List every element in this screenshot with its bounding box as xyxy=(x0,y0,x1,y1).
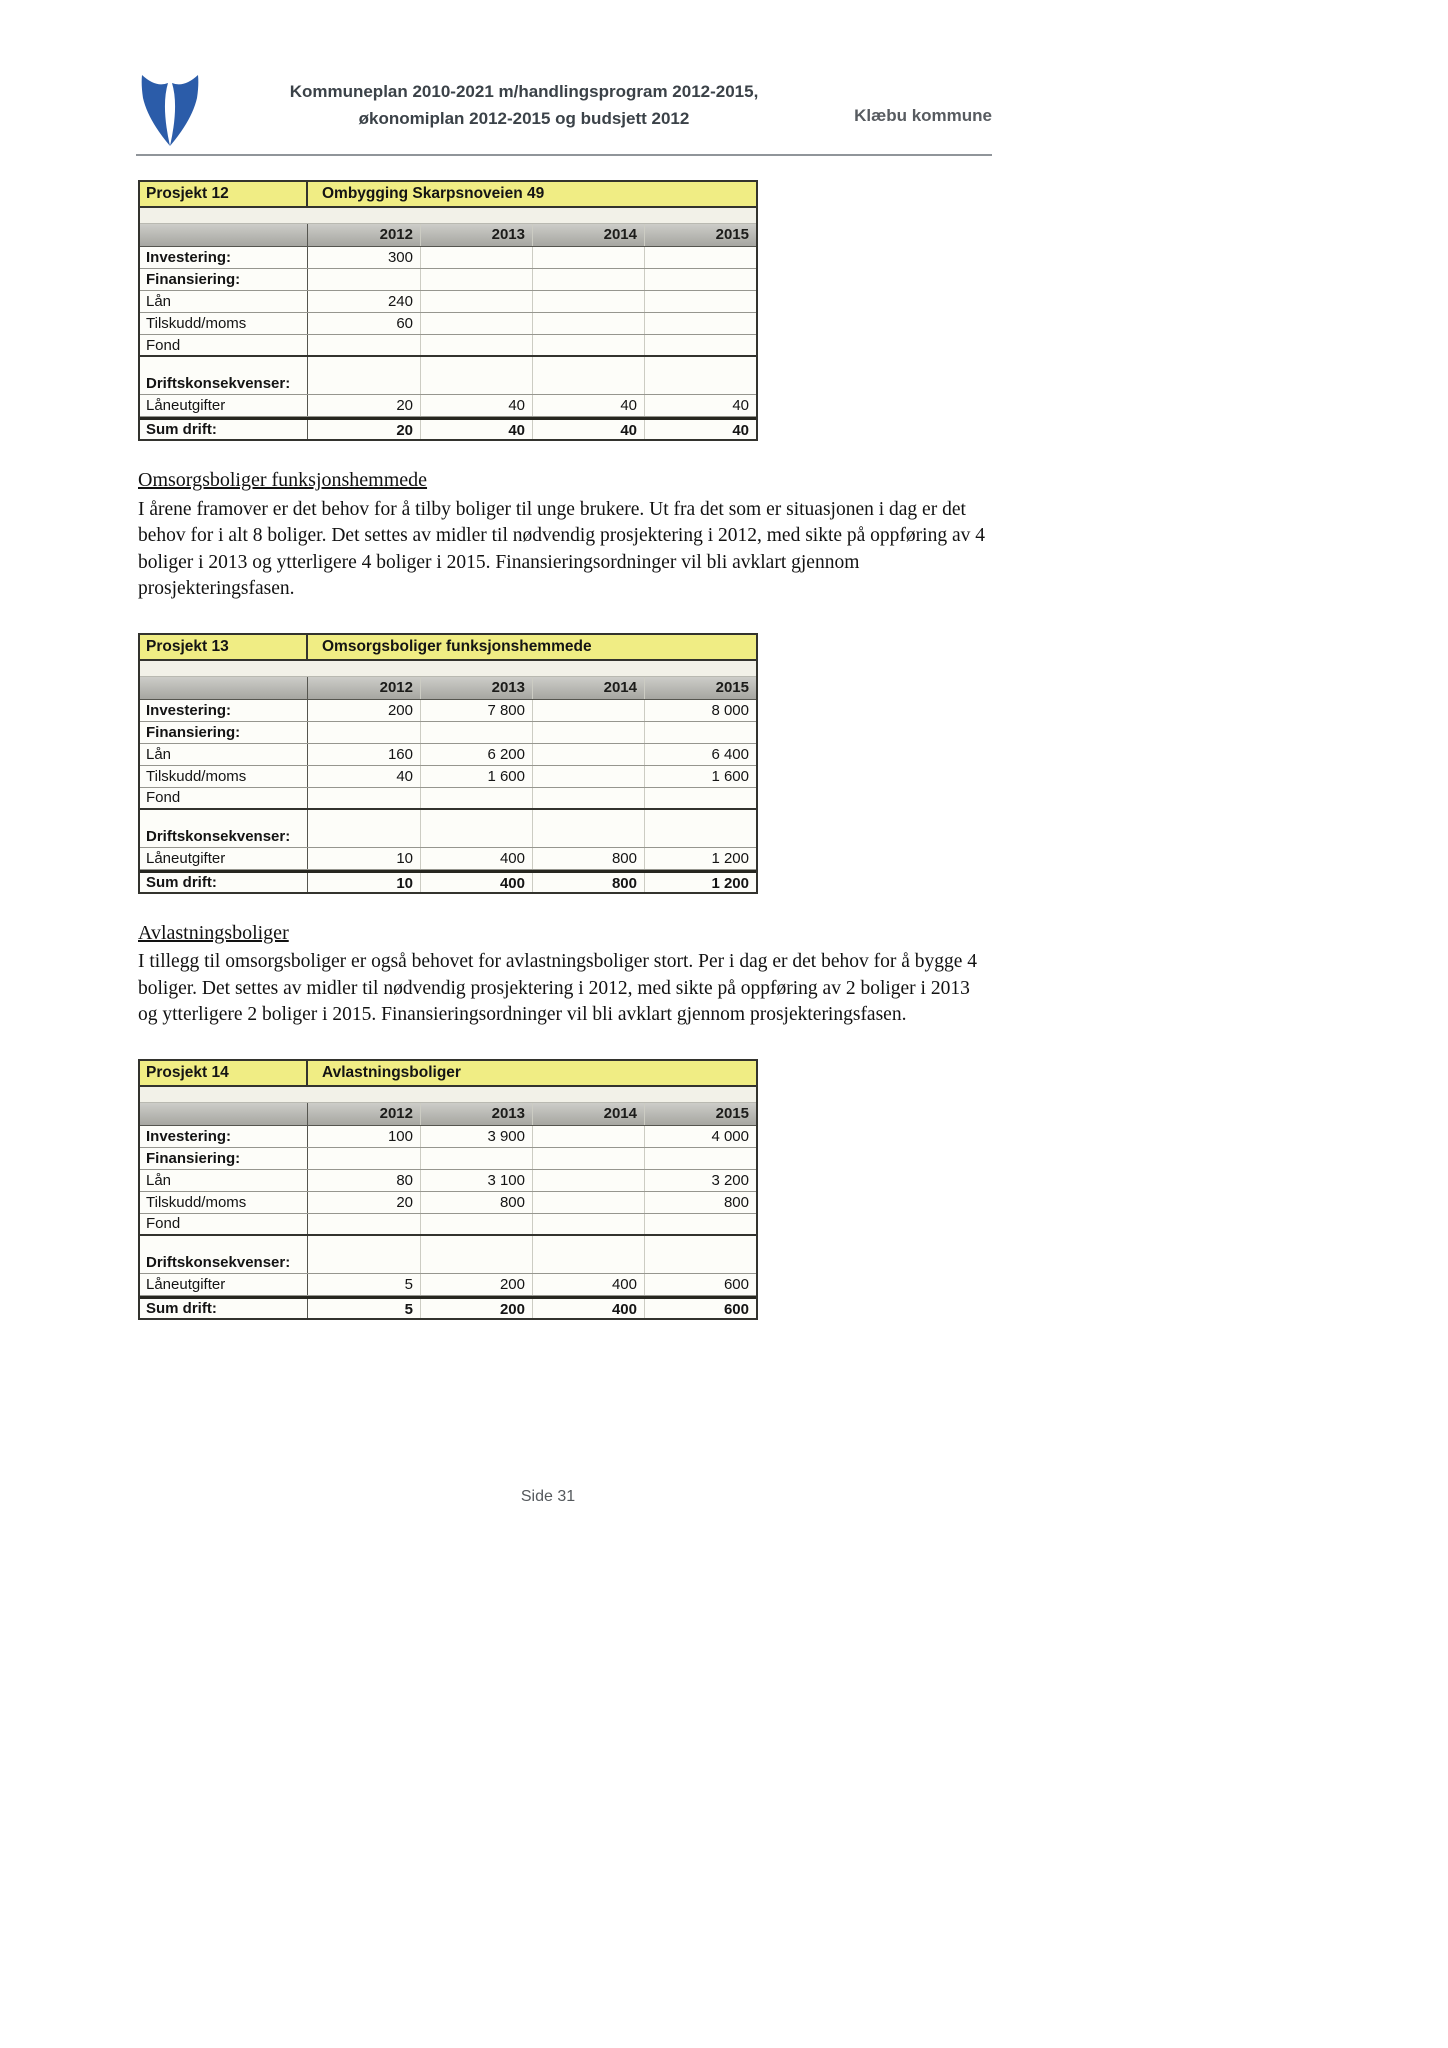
row-value xyxy=(644,247,756,268)
row-value xyxy=(532,357,644,373)
row-label xyxy=(140,1236,308,1252)
row-value: 200 xyxy=(387,701,413,719)
row-label: Driftskonsekvenser: xyxy=(140,373,308,394)
klaebu-kommune-emblem-icon xyxy=(138,72,202,150)
row-value: 1 600 xyxy=(420,766,532,787)
table-row xyxy=(140,1214,756,1236)
year-header-cell: 2014 xyxy=(532,677,644,699)
section-heading: Avlastningsboliger xyxy=(138,921,289,944)
row-value xyxy=(644,1214,756,1234)
row-value: 6 200 xyxy=(420,744,532,765)
section-paragraph: I årene framover er det behov for å tilby boliger til unge brukere. Ut fra det som er situasjonen i dag er det behov for i alt 8 boliger. Det settes av midler til nødvendig prosjektering i 2012, med sikte på oppføring av 4 boliger i 2013 og ytterligere 4 boliger i 2015. Finansieringsordninger vil bli avklart gjennom prosjekteringsfasen. xyxy=(138,498,985,599)
year-header-cell: 2014 xyxy=(532,224,644,246)
row-value xyxy=(308,1214,420,1234)
row-value: 4 000 xyxy=(644,1126,756,1147)
page-content xyxy=(138,180,992,1344)
row-value: 40 xyxy=(420,420,532,439)
project-title-label: Ombygging Skarpsnoveien 49 xyxy=(322,185,545,202)
row-value: 5 xyxy=(404,1300,413,1318)
row-label: Tilskudd/moms xyxy=(140,1192,308,1213)
table-gap-row xyxy=(140,208,756,224)
row-value xyxy=(308,373,420,394)
table-row xyxy=(140,247,756,269)
document-title-line1: Kommuneplan 2010-2021 m/handlingsprogram 2012-2015, xyxy=(289,82,759,101)
year-header-cell: 2015 xyxy=(644,224,756,246)
year-header-row xyxy=(140,1103,756,1126)
row-value: 40 xyxy=(420,395,532,416)
row-value: 20 xyxy=(396,422,413,439)
row-label: Låneutgifter xyxy=(140,1274,308,1295)
year-header-spacer xyxy=(140,224,308,246)
year-header-cell: 2012 xyxy=(379,678,413,696)
row-value xyxy=(644,357,756,373)
table-row xyxy=(140,700,756,722)
row-value xyxy=(532,788,644,808)
row-label xyxy=(140,810,308,826)
project-table-slot-14 xyxy=(138,1059,992,1320)
table-spacer-row xyxy=(140,1236,756,1252)
row-value xyxy=(308,335,420,355)
row-label: Investering: xyxy=(140,700,308,721)
row-label: Lån xyxy=(140,744,308,765)
row-value: 20 xyxy=(396,397,413,414)
table-row xyxy=(140,848,756,870)
table-row xyxy=(140,269,756,291)
row-value xyxy=(532,269,644,290)
year-header-cell: 2014 xyxy=(532,1103,644,1125)
table-row xyxy=(140,417,756,439)
row-label: Låneutgifter xyxy=(140,395,308,416)
row-value: 300 xyxy=(387,249,413,266)
row-value xyxy=(532,1236,644,1252)
row-value: 10 xyxy=(396,874,413,892)
row-value xyxy=(532,826,644,847)
row-label: Finansiering: xyxy=(140,1148,308,1169)
row-label: Finansiering: xyxy=(140,269,308,290)
section-slot-avlastningsboliger xyxy=(138,920,992,1029)
section-slot-omsorgsboliger xyxy=(138,467,992,603)
project-table xyxy=(138,633,758,894)
project-table-title-row xyxy=(140,182,756,208)
text-section xyxy=(138,920,992,1029)
row-value xyxy=(644,269,756,290)
table-row xyxy=(140,744,756,766)
row-value: 400 xyxy=(420,873,532,892)
row-value: 40 xyxy=(644,395,756,416)
row-label: Sum drift: xyxy=(140,1299,308,1318)
project-title-label: Avlastningsboliger xyxy=(322,1063,461,1081)
row-value xyxy=(420,1252,532,1273)
row-value: 10 xyxy=(396,849,413,867)
table-row xyxy=(140,395,756,417)
document-title-block xyxy=(234,78,814,132)
row-label: Investering: xyxy=(140,247,308,268)
row-value xyxy=(644,1148,756,1169)
row-value xyxy=(420,269,532,290)
row-value xyxy=(644,1252,756,1273)
row-value xyxy=(532,1252,644,1273)
row-value xyxy=(420,788,532,808)
table-row xyxy=(140,826,756,848)
row-value xyxy=(532,1126,644,1147)
organization-name: Klæbu kommune xyxy=(854,106,992,125)
row-value xyxy=(420,335,532,355)
project-title-label: Omsorgsboliger funksjonshemmede xyxy=(322,637,592,655)
row-label: Tilskudd/moms xyxy=(140,766,308,787)
table-row xyxy=(140,870,756,892)
row-value: 1 200 xyxy=(644,873,756,892)
row-value: 800 xyxy=(532,873,644,892)
table-gap-row xyxy=(140,661,756,677)
table-row xyxy=(140,1192,756,1214)
row-label: Investering: xyxy=(140,1126,308,1147)
row-value xyxy=(308,826,420,847)
project-table xyxy=(138,180,758,441)
row-value xyxy=(644,722,756,743)
table-row xyxy=(140,1126,756,1148)
document-header xyxy=(138,70,992,152)
page-footer xyxy=(138,1488,958,1506)
table-row xyxy=(140,373,756,395)
row-value xyxy=(420,373,532,394)
row-value xyxy=(532,1214,644,1234)
row-value: 80 xyxy=(396,1171,413,1189)
row-value xyxy=(420,291,532,312)
row-label: Fond xyxy=(140,788,308,808)
header-divider xyxy=(136,154,992,156)
row-label: Driftskonsekvenser: xyxy=(140,1252,308,1273)
row-value xyxy=(532,766,644,787)
table-row xyxy=(140,335,756,357)
year-header-cell: 2013 xyxy=(420,677,532,699)
project-table-slot-12 xyxy=(138,180,992,441)
table-row xyxy=(140,291,756,313)
row-value: 20 xyxy=(396,1193,413,1211)
row-value xyxy=(644,291,756,312)
row-value: 400 xyxy=(420,848,532,869)
row-value xyxy=(420,1148,532,1169)
year-header-cell: 2015 xyxy=(644,677,756,699)
row-value xyxy=(644,335,756,355)
row-value xyxy=(308,1236,420,1252)
table-row xyxy=(140,1252,756,1274)
row-value: 240 xyxy=(387,293,413,310)
project-table-title-row xyxy=(140,635,756,661)
row-value xyxy=(532,373,644,394)
row-label: Fond xyxy=(140,1214,308,1234)
year-header-cell: 2012 xyxy=(379,1104,413,1122)
table-row xyxy=(140,1296,756,1318)
row-value: 3 100 xyxy=(420,1170,532,1191)
row-value xyxy=(644,313,756,334)
table-row xyxy=(140,1148,756,1170)
row-value: 1 600 xyxy=(644,766,756,787)
row-value xyxy=(308,269,420,290)
row-value: 8 000 xyxy=(644,700,756,721)
row-value xyxy=(532,722,644,743)
row-value xyxy=(532,744,644,765)
project-table-title-row xyxy=(140,1061,756,1087)
table-gap-row xyxy=(140,1087,756,1103)
year-header-cell: 2013 xyxy=(420,1103,532,1125)
text-section xyxy=(138,467,992,603)
row-value: 800 xyxy=(420,1192,532,1213)
row-value: 6 400 xyxy=(644,744,756,765)
row-value xyxy=(532,810,644,826)
row-label: Lån xyxy=(140,291,308,312)
row-value: 100 xyxy=(387,1127,413,1145)
row-value xyxy=(420,1214,532,1234)
page-number: Side 31 xyxy=(520,1488,576,1505)
row-value: 40 xyxy=(396,767,413,785)
year-header-spacer xyxy=(140,677,308,699)
row-label: Sum drift: xyxy=(140,420,308,439)
row-value xyxy=(644,810,756,826)
row-value xyxy=(532,1148,644,1169)
table-row xyxy=(140,1274,756,1296)
row-value: 400 xyxy=(532,1299,644,1318)
row-value xyxy=(644,1236,756,1252)
row-value xyxy=(532,335,644,355)
year-header-row xyxy=(140,677,756,700)
row-value xyxy=(532,1170,644,1191)
table-row xyxy=(140,1170,756,1192)
table-spacer-row xyxy=(140,357,756,373)
row-value: 5 xyxy=(404,1275,413,1293)
row-label: Fond xyxy=(140,335,308,355)
project-number-label: Prosjekt 12 xyxy=(140,182,308,206)
row-value xyxy=(308,722,420,743)
project-table xyxy=(138,1059,758,1320)
table-row xyxy=(140,766,756,788)
row-value xyxy=(420,313,532,334)
row-label: Lån xyxy=(140,1170,308,1191)
row-value xyxy=(308,810,420,826)
row-value xyxy=(308,1148,420,1169)
table-row xyxy=(140,788,756,810)
row-value: 1 200 xyxy=(644,848,756,869)
row-value xyxy=(420,826,532,847)
table-row xyxy=(140,313,756,335)
project-number-label: Prosjekt 13 xyxy=(140,635,308,659)
row-value xyxy=(532,291,644,312)
row-value xyxy=(644,373,756,394)
row-value: 7 800 xyxy=(420,700,532,721)
row-label xyxy=(140,357,308,373)
row-value: 600 xyxy=(644,1274,756,1295)
row-label: Finansiering: xyxy=(140,722,308,743)
row-value: 200 xyxy=(420,1274,532,1295)
row-value xyxy=(420,1236,532,1252)
year-header-spacer xyxy=(140,1103,308,1125)
section-heading: Omsorgsboliger funksjonshemmede xyxy=(138,469,428,491)
row-value xyxy=(420,810,532,826)
row-value: 3 900 xyxy=(420,1126,532,1147)
row-value: 160 xyxy=(387,745,413,763)
document-title-line2: økonomiplan 2012-2015 og budsjett 2012 xyxy=(358,109,690,128)
row-value: 40 xyxy=(644,420,756,439)
row-value xyxy=(532,313,644,334)
row-label: Sum drift: xyxy=(140,873,308,892)
section-paragraph: I tillegg til omsorgsboliger er også behovet for avlastningsboliger stort. Per i dag er det behov for å bygge 4 boliger. Det settes av midler til nødvendig prosjektering i 2012, med sikte på oppføring av 2 boliger i 2013 og ytterligere 2 boliger i 2015. Finansieringsordninger vil bli avklart gjennom prosjekteringsfasen. xyxy=(138,951,978,1025)
row-value xyxy=(420,722,532,743)
year-header-cell: 2015 xyxy=(644,1103,756,1125)
row-value: 40 xyxy=(532,395,644,416)
row-value xyxy=(308,357,420,373)
row-value: 800 xyxy=(532,848,644,869)
row-label: Driftskonsekvenser: xyxy=(140,826,308,847)
row-value xyxy=(644,826,756,847)
row-value: 800 xyxy=(644,1192,756,1213)
year-header-cell: 2012 xyxy=(379,226,413,243)
row-value: 3 200 xyxy=(644,1170,756,1191)
row-value xyxy=(532,700,644,721)
row-label: Tilskudd/moms xyxy=(140,313,308,334)
project-number-label: Prosjekt 14 xyxy=(140,1061,308,1085)
row-value xyxy=(532,1192,644,1213)
year-header-row xyxy=(140,224,756,247)
row-value: 600 xyxy=(644,1299,756,1318)
row-label: Låneutgifter xyxy=(140,848,308,869)
row-value: 40 xyxy=(532,420,644,439)
table-spacer-row xyxy=(140,810,756,826)
row-value: 400 xyxy=(532,1274,644,1295)
row-value xyxy=(308,1252,420,1273)
row-value: 60 xyxy=(396,315,413,332)
project-table-slot-13 xyxy=(138,633,992,894)
row-value xyxy=(420,247,532,268)
row-value: 200 xyxy=(420,1299,532,1318)
year-header-cell: 2013 xyxy=(420,224,532,246)
row-value xyxy=(532,247,644,268)
row-value xyxy=(644,788,756,808)
table-row xyxy=(140,722,756,744)
row-value xyxy=(420,357,532,373)
row-value xyxy=(308,788,420,808)
